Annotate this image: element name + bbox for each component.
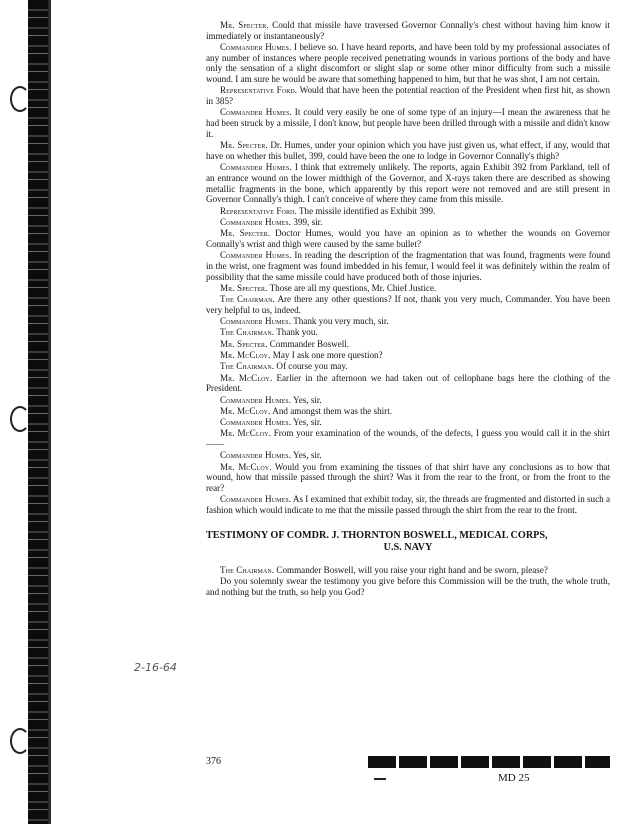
transcript-paragraph [206, 494, 610, 515]
speaker-name: Commander Humes. [220, 316, 292, 327]
binding-edge-line [48, 0, 51, 824]
transcript-paragraph [206, 107, 610, 139]
transcript-paragraph [206, 406, 610, 417]
speech-text: Thank you very much, sir. [291, 316, 389, 327]
speaker-name: Representative Ford. [220, 205, 297, 216]
punch-hole [10, 406, 30, 432]
speaker-name: Commander Humes. [220, 494, 292, 505]
testimony-heading [206, 530, 610, 555]
transcript-paragraph [206, 228, 610, 249]
speaker-name: Mr. McCloy. [220, 350, 271, 360]
transcript-paragraph [206, 85, 610, 106]
speaker-name: Mr. McCloy. [220, 372, 273, 383]
transcript-paragraph [206, 140, 610, 161]
transcript-paragraph [206, 206, 610, 217]
speech-text: Yes, sir. [291, 450, 322, 461]
transcript-paragraph [206, 350, 610, 361]
speaker-name: The Chairman. [220, 361, 275, 372]
speech-text: Of course you may. [274, 361, 348, 372]
transcript-paragraph [206, 20, 610, 41]
speech-text: Those are all my questions, Mr. Chief Justice. [267, 282, 437, 293]
page-number: 376 [206, 756, 221, 767]
speech-text: I think that extremely unlikely. The reports, again Exhibit 392 from Parkland, tell of an entrance wound on the lower midthigh of the Governor, and X-rays taken there are described as showing metallic fragments in the bone, which apparently by this report were not removed and are still present in Governor Connally's thigh. I can't conceive of where they came from this missile. [206, 162, 610, 205]
testimony-humes [206, 20, 610, 516]
heading-line-1: TESTIMONY OF COMDR. J. THORNTON BOSWELL, MEDICAL CORPS, [206, 529, 548, 541]
transcript-paragraph [206, 217, 610, 228]
heading-line-2: U.S. NAVY [383, 542, 433, 554]
speaker-name: Commander Humes. [220, 394, 292, 405]
transcript-paragraph [206, 361, 610, 372]
speaker-name: Mr. Specter. [220, 282, 268, 293]
speech-text: Would you from examining the tissues of that shirt have any conclusions as to how that wound, how that missile passed through the shirt? Was it from the rear to the front, or from the front to the rear? [206, 461, 610, 494]
redaction-bar [368, 756, 610, 768]
speaker-name: The Chairman. [220, 564, 275, 575]
speech-text: Are there any other questions? If not, thank you very much, Commander. You have been very helpful to us, indeed. [206, 294, 610, 315]
dash-mark [374, 778, 386, 780]
transcript-text [206, 20, 610, 598]
speaker-name: Mr. McCloy. [220, 405, 271, 416]
speaker-name: Commander Humes. [220, 107, 292, 118]
transcript-paragraph [206, 462, 610, 494]
speaker-name: Commander Humes. [220, 417, 292, 428]
speaker-name: The Chairman. [220, 294, 275, 305]
speaker-name: Mr. Specter. [220, 140, 268, 151]
speech-text: As I examined that exhibit today, sir, the threads are fragmented and distorted in such a fashion which would indicate to me that the missile passed through the shirt from the rear to the front. [206, 494, 611, 516]
document-code: MD 25 [498, 772, 530, 784]
transcript-paragraph [206, 565, 610, 576]
speech-text: The missile identified as Exhibit 399. [296, 205, 436, 216]
speaker-name: Mr. McCloy. [220, 428, 271, 439]
binding-edge [28, 0, 48, 824]
speaker-name: Mr. Specter. [220, 20, 269, 30]
speaker-name: Mr. Specter. [220, 338, 268, 349]
speech-text: Would that have been the potential reaction of the President when first hit, as shown in 385? [206, 85, 610, 107]
transcript-paragraph [206, 316, 610, 327]
speech-text: Do you solemnly swear the testimony you give before this Commission will be the truth, the whole truth, and nothing but the truth, so help you God? [206, 576, 610, 597]
transcript-paragraph [206, 294, 610, 315]
speech-text: Thank you. [274, 327, 318, 338]
transcript-paragraph [206, 373, 610, 394]
transcript-paragraph [206, 417, 610, 428]
speech-text: 399, sir. [291, 216, 323, 227]
transcript-paragraph [206, 395, 610, 406]
speech-text: In reading the description of the fragmentation that was found, fragments were found in the wrist, one fragment was found imbedded in his femur, I would feel it was definitely within the realm of possibility that the same missile could have produced both of those injuries. [206, 250, 610, 282]
punch-hole [10, 86, 30, 112]
speech-text: Dr. Humes, under your opinion which you have just given us, what effect, if any, would that have on whether this bullet, 399, could have been the one to lodge in Governor Connally's thigh? [206, 140, 610, 161]
speech-text: Yes, sir. [291, 394, 322, 405]
speaker-name: The Chairman. [220, 327, 275, 338]
speech-text: Could that missile have traversed Governor Connally's chest without having him know it immediately or instantaneously? [206, 20, 610, 41]
speaker-name: Commander Humes. [220, 42, 292, 52]
transcript-paragraph [206, 42, 610, 85]
handwritten-date-note: 2-16-64 [134, 661, 177, 674]
speech-text: It could very easily be one of some type of an injury—I mean the awareness that he had been struck by a missile, I don't know, but people have been drilled through with a missile and didn't know it. [206, 107, 610, 139]
punch-hole [10, 728, 30, 754]
speech-text: And amongst them was the shirt. [270, 405, 392, 416]
transcript-paragraph [206, 327, 610, 338]
transcript-paragraph [206, 162, 610, 205]
speaker-name: Representative Ford. [220, 85, 298, 96]
speech-text: I believe so. I have heard reports, and have been told by my professional associates of any number of instances where people received penetrating wounds in various portions of the body and have only the sensation of a slight discomfort or slight slap or some other minor difficulty from such a missile wound. I am sure he would be aware that something happened to him, but that he was shot, I am not certain. [206, 42, 611, 85]
speaker-name: Mr. McCloy. [220, 461, 272, 472]
speaker-name: Commander Humes. [220, 216, 292, 227]
transcript-paragraph [206, 576, 610, 597]
speech-text: Earlier in the afternoon we had taken out of cellophane bags here the clothing of the President. [206, 372, 610, 394]
speech-text: Yes, sir. [291, 417, 322, 428]
speaker-name: Mr. Specter. [220, 228, 271, 239]
transcript-paragraph [206, 428, 610, 449]
transcript-paragraph [206, 250, 610, 282]
speaker-name: Commander Humes. [220, 450, 292, 461]
speech-text: Commander Boswell, will you raise your right hand and be sworn, please? [274, 564, 548, 575]
speech-text: Doctor Humes, would you have an opinion as to whether the wounds on Governor Connally's wrist and thigh were caused by the same bullet? [206, 228, 610, 249]
testimony-boswell [206, 565, 610, 598]
transcript-paragraph [206, 283, 610, 294]
speech-text: From your examination of the wounds, of the defects, I guess you would call it in the shirt—— [206, 428, 610, 450]
speech-text: Commander Boswell. [267, 338, 350, 349]
transcript-paragraph [206, 450, 610, 461]
speaker-name: Commander Humes. [220, 162, 292, 173]
transcript-paragraph [206, 339, 610, 350]
speaker-name: Commander Humes. [220, 250, 292, 261]
speech-text: May I ask one more question? [270, 350, 383, 360]
